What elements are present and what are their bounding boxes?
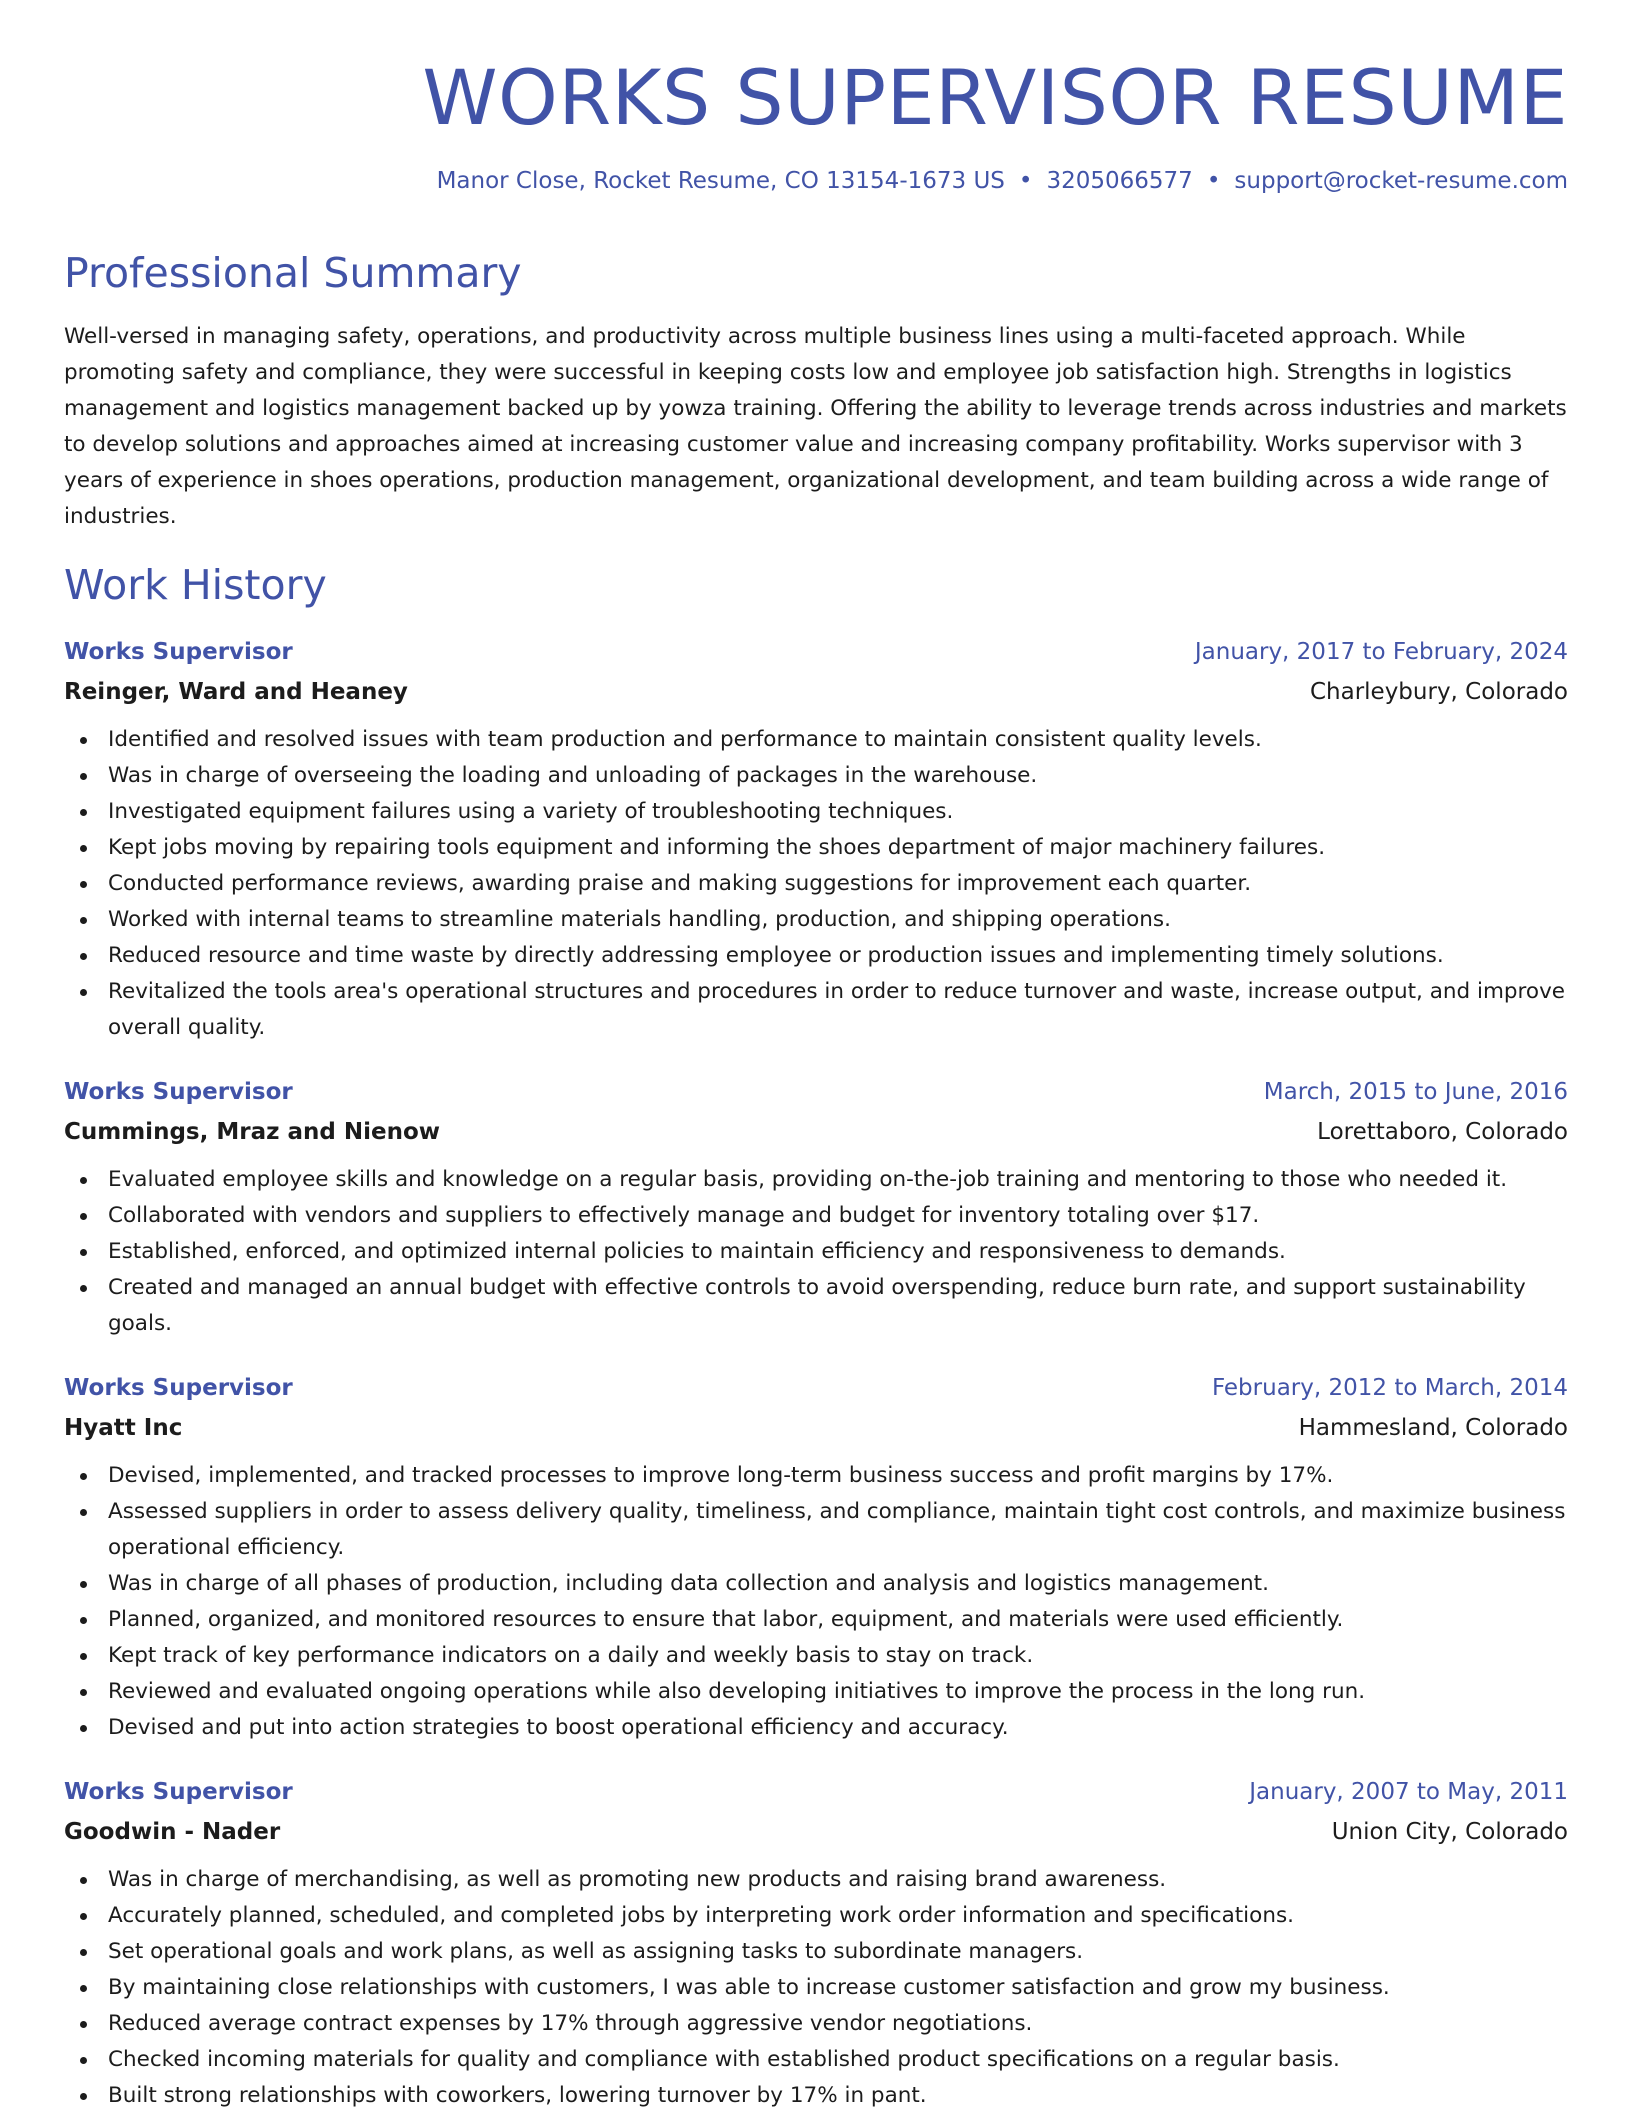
job-company: Goodwin - Nader [64,1818,281,1845]
job-title: Works Supervisor [64,1078,293,1105]
job-title-row [64,1072,1568,1112]
job-title: Works Supervisor [64,1778,293,1805]
contact-email: support@rocket-resume.com [1234,168,1568,195]
job-bullet-list [64,722,1568,1046]
job-bullet: Was in charge of overseeing the loading and unloading of packages in the warehouse. [64,758,1568,794]
job-bullet: Was in charge of merchandising, as well as promoting new products and raising brand awareness. [64,1862,1568,1898]
job-bullet: Set operational goals and work plans, as well as assigning tasks to subordinate managers. [64,1934,1568,1970]
job-company-row [64,1408,1568,1448]
job-company-row [64,1112,1568,1152]
job-dates: February, 2012 to March, 2014 [1211,1374,1568,1401]
job-bullet: Identified and resolved issues with team production and performance to maintain consistent quality levels. [64,722,1568,758]
job-bullet: Planned, organized, and monitored resources to ensure that labor, equipment, and materials were used efficiently. [64,1602,1568,1638]
work-history-heading: Work History [64,560,327,609]
summary-heading: Professional Summary [64,249,522,298]
job-bullet: Devised and put into action strategies to boost operational efficiency and accuracy. [64,1710,1568,1746]
job-bullet: Kept track of key performance indicators on a daily and weekly basis to stay on track. [64,1638,1568,1674]
job-bullet: Kept jobs moving by repairing tools equipment and informing the shoes department of major machinery failures. [64,830,1568,866]
job-bullet: By maintaining close relationships with customers, I was able to increase customer satisfaction and grow my business. [64,1970,1568,2006]
job-bullet: Revitalized the tools area's operational structures and procedures in order to reduce turnover and waste, increase output, and improve overall quality. [64,974,1568,1046]
job-location: Lorettaboro, Colorado [1317,1118,1568,1145]
job-bullet: Investigated equipment failures using a variety of troubleshooting techniques. [64,794,1568,830]
contact-line [64,165,1568,197]
job-bullet: Established, enforced, and optimized internal policies to maintain efficiency and responsiveness to demands. [64,1234,1568,1270]
job-bullet: Evaluated employee skills and knowledge on a regular basis, providing on-the-job training and mentoring to those who needed it. [64,1162,1568,1198]
job-company-row [64,672,1568,712]
job-entry [64,1772,1568,2114]
job-company: Cummings, Mraz and Nienow [64,1118,441,1145]
resume-title: WORKS SUPERVISOR RESUME [422,53,1568,142]
job-location: Charleybury, Colorado [1309,678,1568,705]
job-bullet: Devised, implemented, and tracked processes to improve long-term business success and profit margins by 17%. [64,1458,1568,1494]
job-title: Works Supervisor [64,638,293,665]
job-bullet: Worked with internal teams to streamline materials handling, production, and shipping operations. [64,902,1568,938]
job-bullet: Reduced average contract expenses by 17% through aggressive vendor negotiations. [64,2006,1568,2042]
job-bullet: Built strong relationships with coworkers, lowering turnover by 17% in pant. [64,2078,1568,2114]
job-bullet: Created and managed an annual budget with effective controls to avoid overspending, reduce burn rate, and support sustainability goals. [64,1270,1568,1342]
job-bullet-list [64,1458,1568,1746]
job-bullet: Collaborated with vendors and suppliers to effectively manage and budget for inventory totaling over $17. [64,1198,1568,1234]
job-dates: March, 2015 to June, 2016 [1263,1078,1568,1105]
job-bullet: Checked incoming materials for quality and compliance with established product specifications on a regular basis. [64,2042,1568,2078]
job-bullet: Reduced resource and time waste by directly addressing employee or production issues and implementing timely solutions. [64,938,1568,974]
job-title: Works Supervisor [64,1374,293,1401]
job-company: Reinger, Ward and Heaney [64,678,408,705]
job-title-row [64,1772,1568,1812]
job-entry [64,1368,1568,1746]
contact-separator: • [1206,168,1221,195]
contact-address: Manor Close, Rocket Resume, CO 13154-1673 US [436,168,1005,195]
job-bullet-list [64,1162,1568,1342]
summary-text: Well-versed in managing safety, operations, and productivity across multiple business lines using a multi-faceted approach. While promoting safety and compliance, they were successful in keeping costs low and employee job satisfaction high. Strengths in logistics management and logistics management backed up by yowza training. Offering the ability to leverage trends across industries and markets to develop solutions and approaches aimed at increasing customer value and increasing company profitability. Works supervisor with 3 years of experience in shoes operations, production management, organizational development, and team building across a wide range of industries. [64,323,1567,529]
work-history-list [64,632,1568,2114]
job-bullet: Was in charge of all phases of production, including data collection and analysis and logistics management. [64,1566,1568,1602]
job-entry [64,1072,1568,1342]
job-title-row [64,632,1568,672]
job-dates: January, 2007 to May, 2011 [1249,1778,1568,1805]
job-bullet: Assessed suppliers in order to assess delivery quality, timeliness, and compliance, maintain tight cost controls, and maximize business operational efficiency. [64,1494,1568,1566]
job-title-row [64,1368,1568,1408]
job-company: Hyatt Inc [64,1414,183,1441]
job-location: Union City, Colorado [1331,1818,1568,1845]
job-dates: January, 2017 to February, 2024 [1194,638,1568,665]
contact-separator: • [1018,168,1033,195]
job-bullet: Conducted performance reviews, awarding praise and making suggestions for improvement each quarter. [64,866,1568,902]
job-bullet: Accurately planned, scheduled, and completed jobs by interpreting work order information and specifications. [64,1898,1568,1934]
job-entry [64,632,1568,1046]
contact-phone: 3205066577 [1046,168,1193,195]
job-location: Hammesland, Colorado [1298,1414,1568,1441]
job-bullet: Reviewed and evaluated ongoing operations while also developing initiatives to improve the process in the long run. [64,1674,1568,1710]
job-company-row [64,1812,1568,1852]
job-bullet-list [64,1862,1568,2114]
